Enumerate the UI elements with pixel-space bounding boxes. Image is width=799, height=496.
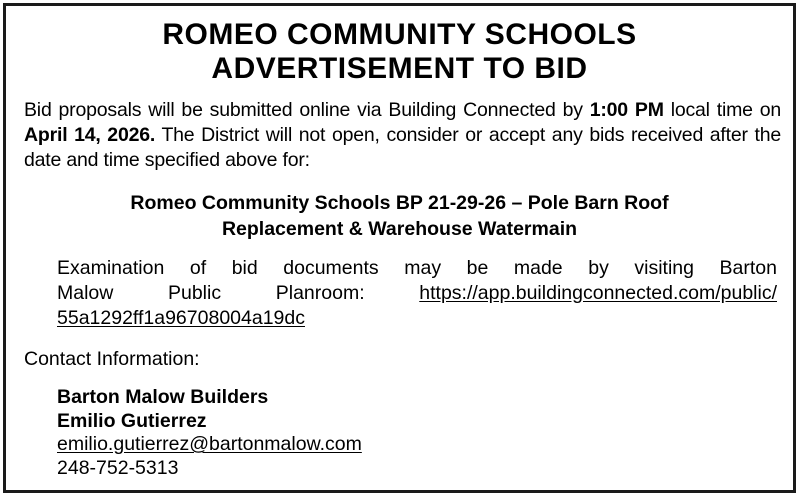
deadline-time: 1:00 PM <box>589 99 664 121</box>
examination-line-3 <box>57 306 777 331</box>
intro-text-1: Bid proposals will be submitted online via Building Connected by <box>24 99 590 121</box>
contact-label: Contact Information: <box>24 348 200 370</box>
advertisement-content <box>6 6 793 490</box>
planroom-link[interactable]: https://app.buildingconnected.com/public/ <box>419 282 777 304</box>
intro-text-3: The District will not open, consider or accept any bids received after the date and time specified above for: <box>24 124 781 171</box>
contact-email-link[interactable]: emilio.gutierrez@bartonmalow.com <box>57 433 362 455</box>
title-line-2: ADVERTISEMENT TO BID <box>211 52 588 85</box>
examination-paragraph <box>57 256 777 331</box>
intro-text-2: local time on <box>663 99 782 121</box>
deadline-date: April 14, 2026. <box>24 124 156 146</box>
intro-paragraph <box>24 98 781 173</box>
contact-company: Barton Malow Builders <box>57 386 269 408</box>
project-title-line-2: Replacement & Warehouse Watermain <box>221 218 578 240</box>
title-line-1: ROMEO COMMUNITY SCHOOLS <box>162 18 637 51</box>
contact-phone: 248-752-5313 <box>57 456 179 479</box>
project-title-line-1: Romeo Community Schools BP 21-29-26 – Pole Barn Roof <box>130 192 669 214</box>
examination-line-2 <box>57 281 777 306</box>
page-title <box>6 18 793 86</box>
advertisement-box <box>3 3 796 493</box>
planroom-link-continued[interactable]: 55a1292ff1a96708004a19dc <box>57 307 305 329</box>
planroom-label: Malow Public Planroom: <box>57 282 420 304</box>
contact-block <box>57 386 362 480</box>
project-title <box>6 190 793 242</box>
contact-name: Emilio Gutierrez <box>57 409 207 432</box>
examination-line-1: Examination of bid documents may be made by visiting Barton <box>57 257 777 279</box>
